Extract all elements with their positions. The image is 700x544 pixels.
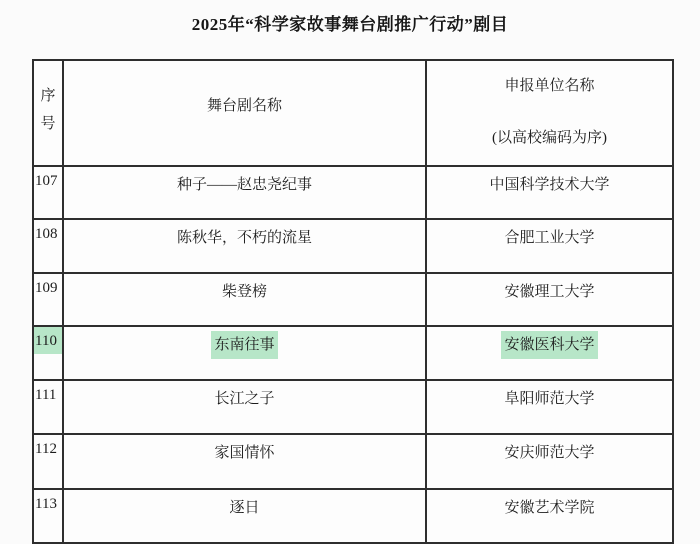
table-row [33, 380, 673, 434]
unit-cell [426, 380, 673, 434]
unit-name: 安徽理工大学 [504, 284, 595, 300]
plays-table [32, 59, 674, 544]
serial-number: 109 [35, 280, 58, 296]
serial-number: 107 [35, 173, 58, 189]
header-unit-note: (以高校编码为序) [492, 130, 607, 146]
play-cell [63, 166, 426, 219]
header-unit-title: 申报单位名称 [504, 78, 595, 94]
play-cell [63, 489, 426, 543]
unit-cell [426, 273, 673, 326]
serial-number: 110 [35, 333, 57, 349]
header-unit-name [426, 60, 673, 166]
serial-cell [33, 489, 63, 543]
play-cell [63, 380, 426, 434]
serial-cell [33, 219, 63, 273]
page-title: 2025年“科学家故事舞台剧推广行动”剧目 [191, 15, 509, 34]
play-name: 长江之子 [214, 391, 275, 407]
table-header-row [33, 60, 673, 166]
table-row [33, 166, 673, 219]
table-row [33, 489, 673, 543]
unit-name: 安徽医科大学 [501, 331, 597, 359]
table-row-highlighted [33, 326, 673, 380]
play-name: 陈秋华，不朽的流星 [176, 230, 312, 246]
serial-cell [33, 380, 63, 434]
play-name: 种子——赵忠尧纪事 [176, 177, 312, 193]
play-name: 柴登榜 [221, 284, 267, 300]
header-serial-number: 序号 [33, 60, 63, 166]
unit-cell [426, 326, 673, 380]
play-name: 东南往事 [211, 331, 277, 359]
play-name: 家国情怀 [214, 445, 275, 461]
serial-cell [33, 166, 63, 219]
table-row [33, 273, 673, 326]
unit-name: 阜阳师范大学 [504, 391, 595, 407]
unit-name: 安庆师范大学 [504, 445, 595, 461]
unit-name: 安徽艺术学院 [504, 500, 595, 516]
serial-number: 108 [35, 226, 58, 242]
unit-cell [426, 489, 673, 543]
serial-cell [33, 434, 63, 489]
serial-number: 112 [35, 441, 57, 457]
unit-cell [426, 219, 673, 273]
play-name: 逐日 [229, 500, 260, 516]
header-play-name: 舞台剧名称 [63, 60, 426, 166]
unit-cell [426, 434, 673, 489]
play-cell [63, 326, 426, 380]
unit-name: 合肥工业大学 [504, 230, 595, 246]
serial-cell [33, 273, 63, 326]
serial-number: 113 [35, 496, 57, 512]
unit-cell [426, 166, 673, 219]
serial-number: 111 [35, 387, 57, 403]
play-cell [63, 219, 426, 273]
serial-cell [33, 326, 63, 380]
unit-name: 中国科学技术大学 [489, 177, 610, 193]
play-cell [63, 434, 426, 489]
play-cell [63, 273, 426, 326]
table-row [33, 434, 673, 489]
table-row [33, 219, 673, 273]
